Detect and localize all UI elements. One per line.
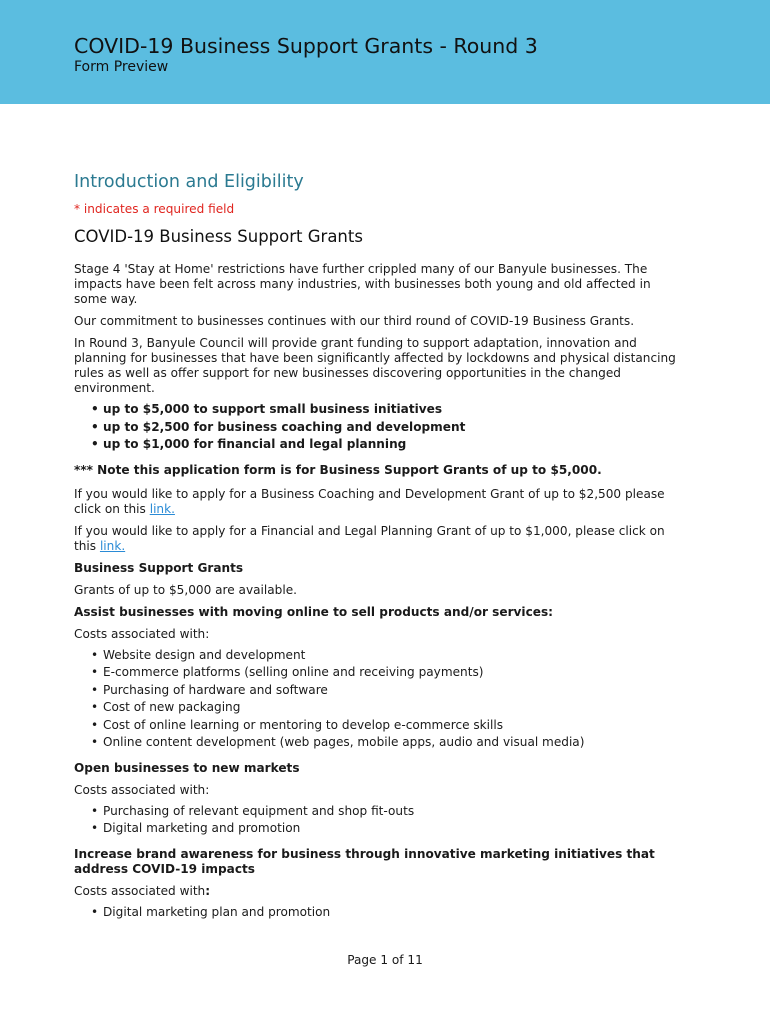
bsg-heading: Business Support Grants [74,560,244,575]
bullet-icon: • [91,665,99,679]
required-field-note: * indicates a required field [74,202,235,216]
list-item: • Online content development (web pages, mobile apps, audio and visual media) [88,734,684,752]
list-item: • E-commerce platforms (selling online and receiving payments) [88,664,684,682]
bullet-icon: • [91,735,99,749]
header-banner [0,0,770,104]
bullet-icon: • [91,717,99,732]
page-number: Page 1 of 11 [347,953,423,967]
costs-label: Costs associated with: [74,883,211,898]
category-heading: Increase brand awareness for business through innovative marketing initiatives that address COVID-19 impacts [74,846,655,876]
financial-grant-link[interactable]: link. [99,538,126,553]
bullet-icon: • [91,821,99,835]
list-item: • Digital marketing plan and promotion [88,904,684,922]
list-item: • up to $2,500 for business coaching and development [88,419,684,437]
costs-label: Costs associated with: [74,782,210,797]
category-cost-list [74,803,684,838]
bullet-icon: • [91,682,99,697]
form-subtitle: Form Preview [74,59,169,75]
list-item: • up to $5,000 to support small business initiatives [88,401,684,419]
coaching-grant-paragraph: If you would like to apply for a Business Coaching and Development Grant of up to $2,500 please click on this link. [74,486,665,516]
list-item: • up to $1,000 for financial and legal planning [88,436,684,454]
financial-grant-paragraph: If you would like to apply for a Financial and Legal Planning Grant of up to $1,000, please click on this link. [74,523,665,553]
form-content [74,170,684,921]
category-heading: Assist businesses with moving online to sell products and/or services: [74,604,553,619]
list-item: • Purchasing of relevant equipment and shop fit-outs [88,803,684,821]
list-item: • Cost of new packaging [88,699,684,717]
costs-label: Costs associated with: [74,626,210,641]
intro-paragraph: Stage 4 'Stay at Home' restrictions have further crippled many of our Banyule businesses. The impacts have been felt across many industries, with businesses both young and old affected in some way. [74,262,651,306]
coaching-grant-link[interactable]: link. [149,501,175,516]
intro-paragraph: Our commitment to businesses continues with our third round of COVID-19 Business Grants. [74,314,635,328]
application-note: *** Note this application form is for Business Support Grants of up to $5,000. [74,462,602,477]
bullet-icon: • [91,647,99,662]
list-item: • Digital marketing and promotion [88,820,684,838]
bullet-icon: • [91,700,99,714]
category-cost-list [74,904,684,922]
intro-paragraph: In Round 3, Banyule Council will provide grant funding to support adaptation, innovation and planning for businesses that have been significantly affected by lockdowns and physical distancing rules as well as offer support for new businesses discovering opportunities in the changed environment. [74,336,676,395]
bullet-icon: • [91,419,99,434]
form-heading: COVID-19 Business Support Grants [74,227,363,246]
grant-tier-list [74,401,684,454]
category-heading: Open businesses to new markets [74,760,300,775]
category-cost-list [74,647,684,752]
bullet-icon: • [91,402,99,416]
form-title: COVID-19 Business Support Grants - Round 3 [74,34,538,58]
section-title: Introduction and Eligibility [74,172,304,192]
bsg-text: Grants of up to $5,000 are available. [74,582,297,597]
list-item: • Website design and development [88,647,684,665]
list-item: • Cost of online learning or mentoring to develop e-commerce skills [88,717,684,735]
bullet-icon: • [91,904,99,919]
bullet-icon: • [91,437,99,451]
bullet-icon: • [91,803,99,818]
list-item: • Purchasing of hardware and software [88,682,684,700]
